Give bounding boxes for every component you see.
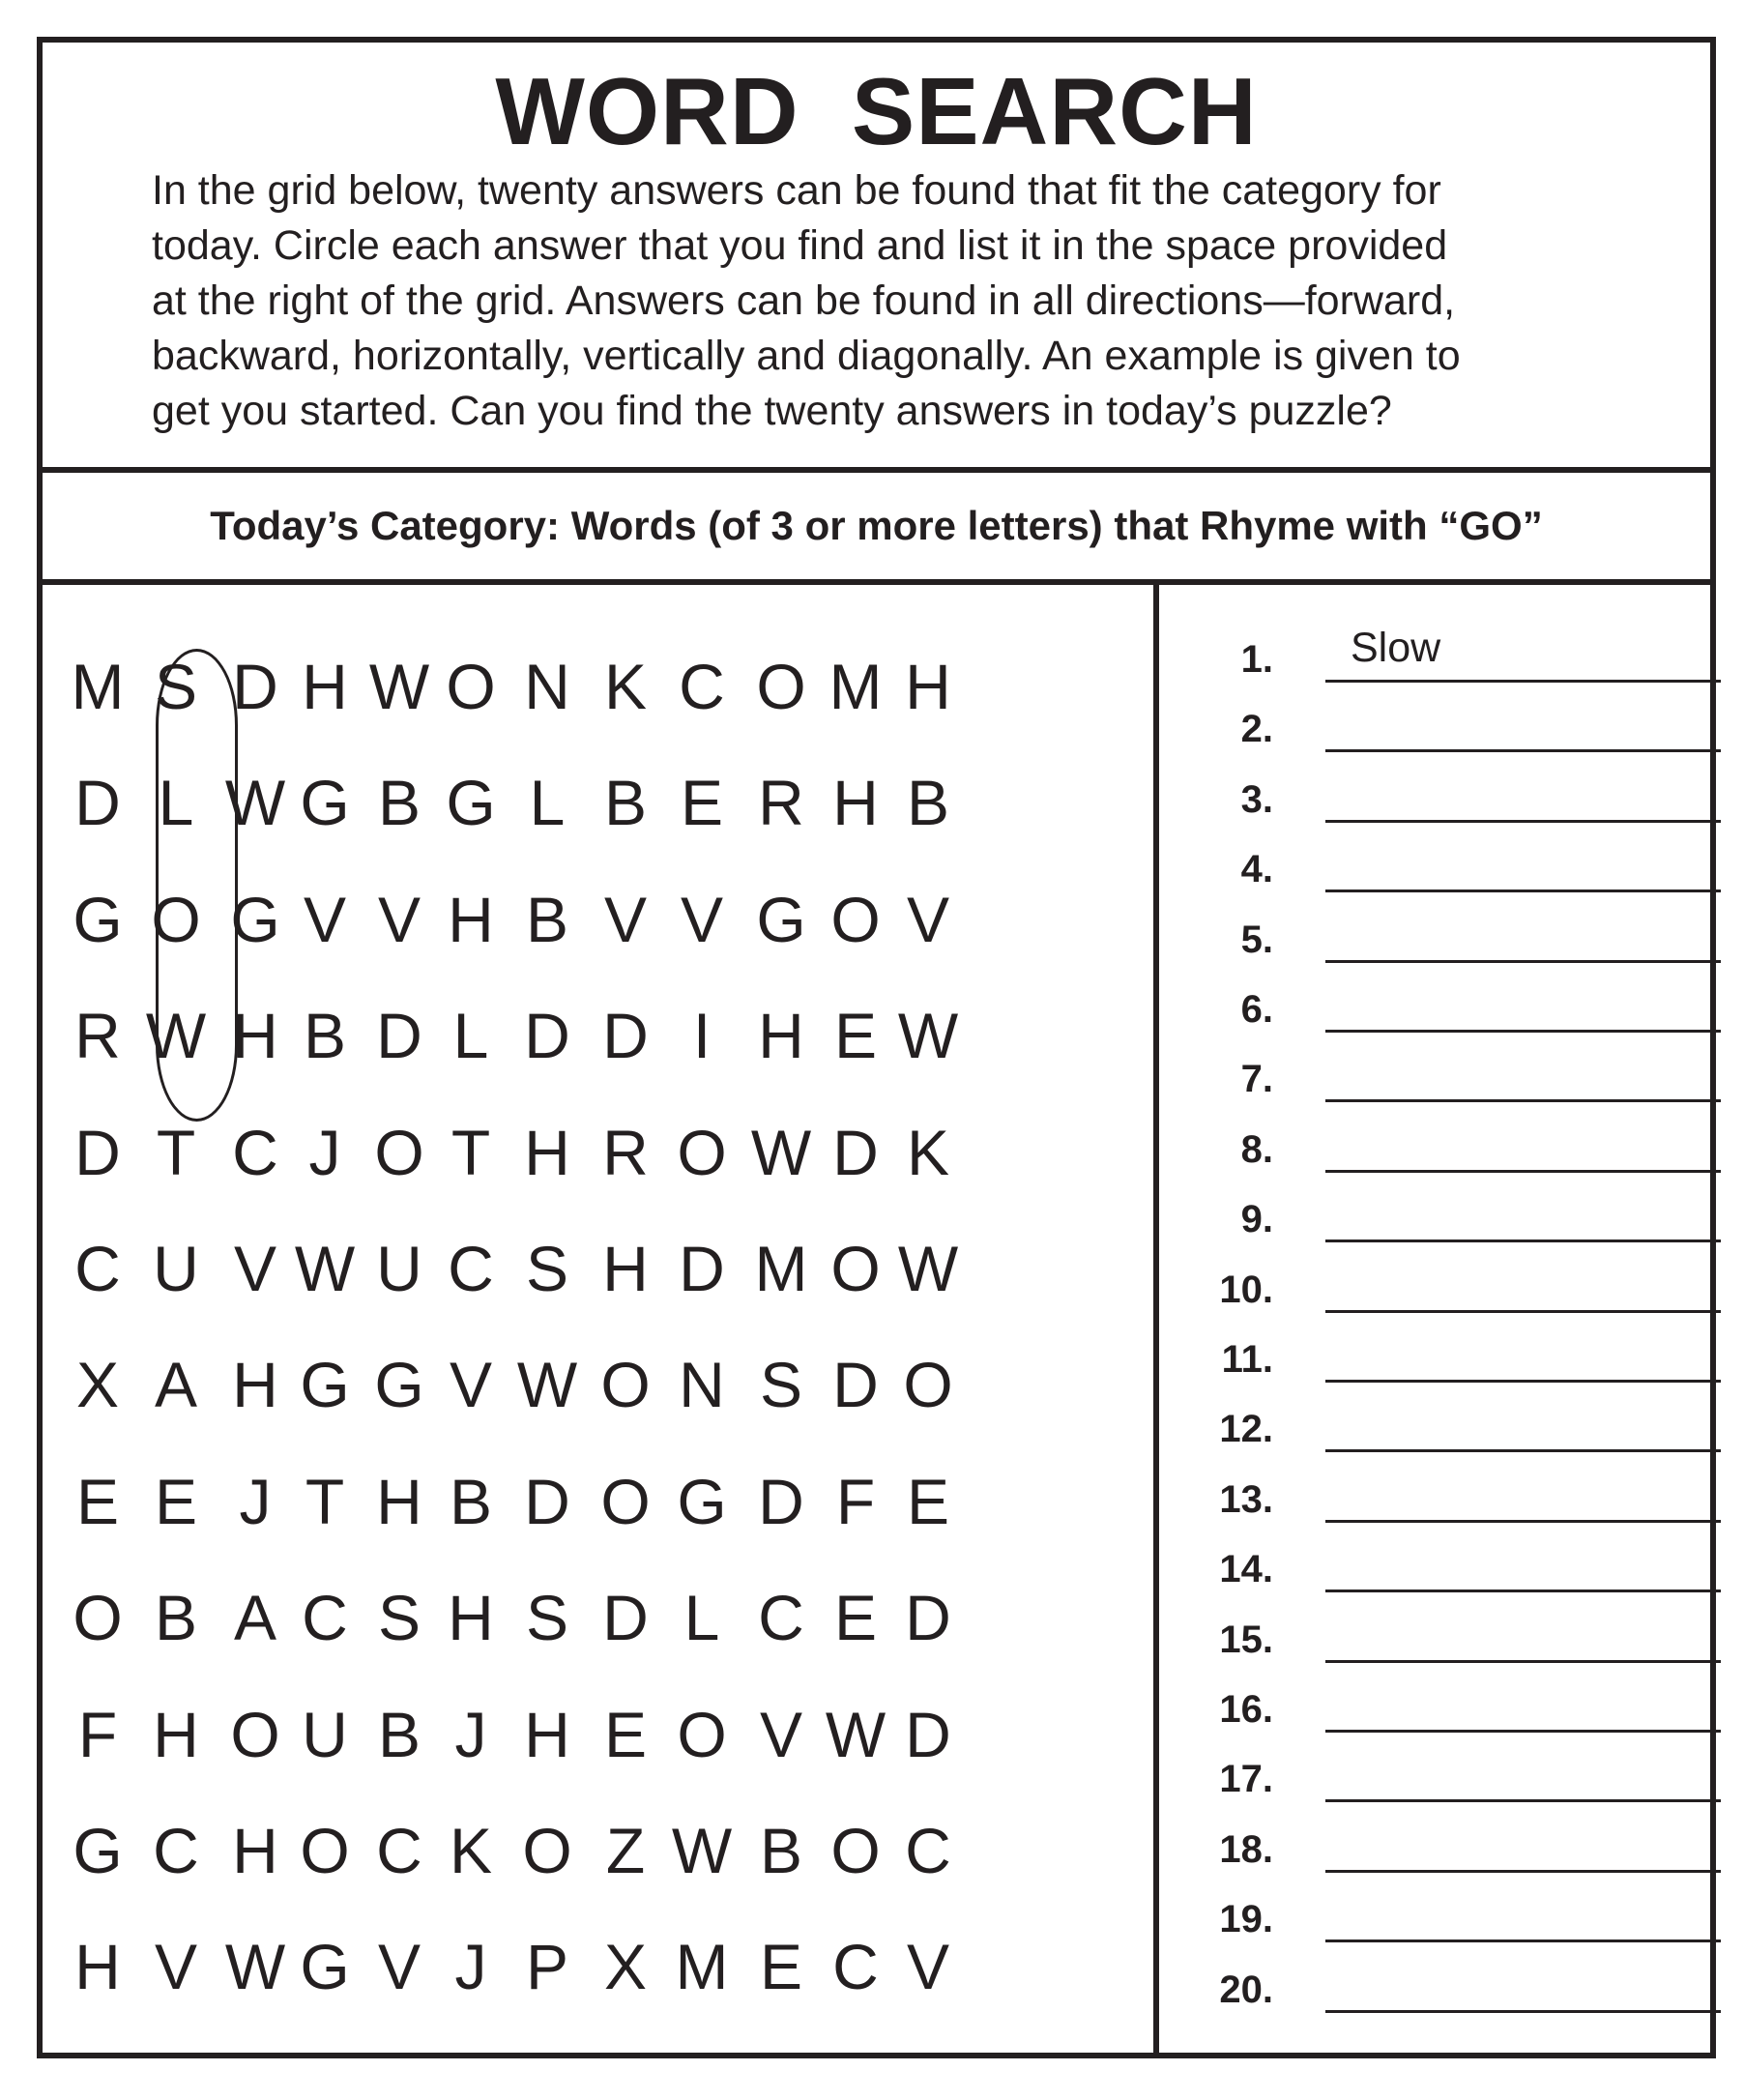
grid-letter[interactable]: G [300,1931,350,2003]
grid-letter[interactable]: O [830,883,881,955]
answer-row [1159,1884,1716,1952]
grid-letter[interactable]: D [74,1116,121,1188]
grid-letter[interactable]: W [294,1233,356,1304]
grid-letter[interactable]: B [449,1465,493,1537]
answer-blank-line[interactable] [1325,1240,1721,1242]
grid-letter[interactable]: K [603,651,648,722]
grid-letter[interactable]: V [303,883,347,955]
grid-letter[interactable]: D [74,767,121,839]
answer-number: 1. [1240,638,1273,681]
grid-letter[interactable]: E [906,1465,950,1537]
grid-letter[interactable]: W [145,1000,207,1072]
grid-letter[interactable]: W [671,1815,733,1886]
puzzle-frame [37,37,1716,2058]
grid-letter[interactable]: W [516,1349,578,1421]
grid-letter[interactable]: M [754,1233,808,1304]
grid-letter[interactable]: B [906,767,950,839]
grid-letter[interactable]: B [154,1582,198,1654]
letter-grid [43,585,1159,2058]
answer-number: 7. [1240,1058,1273,1101]
grid-letter[interactable]: J [454,1698,487,1770]
answer-number: 18. [1219,1827,1273,1871]
answer-blank-line[interactable] [1325,960,1721,963]
grid-letter[interactable]: G [374,1349,424,1421]
grid-letter[interactable]: U [153,1233,199,1304]
grid-letter[interactable]: G [446,767,496,839]
grid-letter[interactable]: D [758,1465,804,1537]
answer-row [1159,1044,1716,1112]
grid-letter[interactable]: V [680,883,724,955]
answer-blank-line[interactable] [1325,1449,1721,1452]
instructions-line: at the right of the grid. Answers can be found in all directions—forward, [152,277,1456,324]
grid-letter[interactable]: H [758,1000,804,1072]
grid-letter[interactable]: B [525,883,569,955]
answer-blank-line[interactable] [1325,890,1721,892]
grid-letter[interactable]: P [525,1931,569,2003]
answer-number: 16. [1219,1688,1273,1731]
grid-letter[interactable]: L [452,1000,489,1072]
grid-letter[interactable]: H [302,651,348,722]
grid-letter[interactable]: D [376,1000,422,1072]
grid-letter[interactable]: D [602,1582,649,1654]
grid-letter[interactable]: O [830,1233,881,1304]
grid-letter[interactable]: U [302,1698,348,1770]
grid-letter[interactable]: O [374,1116,424,1188]
grid-letter[interactable]: E [75,1465,120,1537]
grid-letter[interactable]: U [376,1233,422,1304]
grid-letter[interactable]: V [449,1349,493,1421]
answer-row [1159,1255,1716,1323]
grid-letter[interactable]: A [233,1582,277,1654]
grid-letter[interactable]: T [451,1116,491,1188]
grid-letter[interactable]: J [239,1465,272,1537]
answer-blank-line[interactable] [1325,1799,1721,1802]
grid-letter[interactable]: E [154,1465,198,1537]
grid-letter[interactable]: G [677,1465,727,1537]
answer-row [1159,1955,1716,2023]
grid-letter[interactable]: C [905,1815,951,1886]
grid-letter[interactable]: C [74,1233,121,1304]
answer-number: 12. [1219,1408,1273,1451]
answer-blank-line[interactable] [1325,749,1721,752]
grid-letter[interactable]: X [75,1349,120,1421]
grid-letter[interactable]: B [603,767,648,839]
answer-number: 3. [1240,777,1273,821]
grid-letter[interactable]: W [224,1931,286,2003]
grid-letter[interactable]: G [300,767,350,839]
grid-letter[interactable]: V [906,1931,950,2003]
grid-letter[interactable]: T [156,1116,196,1188]
grid-letter[interactable]: V [906,883,950,955]
answer-blank-line[interactable] [1325,1030,1721,1033]
grid-letter[interactable]: W [897,1000,959,1072]
grid-letter[interactable]: H [602,1233,649,1304]
grid-letter[interactable]: O [830,1815,881,1886]
answer-row [1159,1465,1716,1532]
grid-letter[interactable]: H [524,1698,570,1770]
grid-letter[interactable]: G [230,883,280,955]
answer-number: 9. [1240,1198,1273,1241]
grid-letter[interactable]: D [524,1465,570,1537]
grid-letter[interactable]: S [525,1233,569,1304]
grid-letter[interactable]: O [300,1815,350,1886]
grid-letter[interactable]: A [154,1349,198,1421]
grid-letter[interactable]: H [74,1931,121,2003]
grid-letter[interactable]: O [522,1815,572,1886]
answer-row [1159,1115,1716,1182]
instructions-line: In the grid below, twenty answers can be found that fit the category for [152,167,1441,214]
grid-letter[interactable]: D [232,651,278,722]
grid-letter[interactable]: V [233,1233,277,1304]
answer-number: 8. [1240,1127,1273,1171]
grid-letter[interactable]: W [224,767,286,839]
grid-letter[interactable]: I [692,1000,712,1072]
page-title: WORD SEARCH [495,58,1258,164]
grid-letter[interactable]: Z [605,1815,646,1886]
answer-number: 4. [1240,848,1273,891]
grid-letter[interactable]: H [905,651,951,722]
answer-list [1159,585,1716,2058]
grid-letter[interactable]: B [303,1000,347,1072]
grid-letter[interactable]: C [448,1233,494,1304]
grid-letter[interactable]: E [680,767,724,839]
instructions [152,163,1660,439]
grid-letter[interactable]: B [377,767,421,839]
grid-letter[interactable]: D [905,1698,951,1770]
answer-row [1159,694,1716,762]
grid-letter[interactable]: W [750,1116,812,1188]
answer-blank-line[interactable] [1325,1170,1721,1173]
grid-letter[interactable]: D [679,1233,725,1304]
answer-number: 17. [1219,1758,1273,1801]
grid-letter[interactable]: M [675,1931,729,2003]
grid-letter[interactable]: K [449,1815,493,1886]
answer-row [1159,905,1716,973]
answer-number: 13. [1219,1477,1273,1521]
grid-letter[interactable]: C [679,651,725,722]
grid-letter[interactable]: K [906,1116,950,1188]
grid-letter[interactable]: E [833,1000,878,1072]
grid-letter[interactable]: D [524,1000,570,1072]
grid-letter[interactable]: V [377,1931,421,2003]
grid-letter[interactable]: F [77,1698,118,1770]
answer-text: Slow [1351,625,1441,671]
grid-letter[interactable]: E [603,1698,648,1770]
grid-letter[interactable]: L [158,767,194,839]
grid-letter[interactable]: E [759,1931,803,2003]
grid-letter[interactable]: H [232,1349,278,1421]
answer-row [1159,1534,1716,1602]
grid-letter[interactable]: H [832,767,879,839]
grid-letter[interactable]: O [903,1349,953,1421]
answer-blank-line[interactable] [1325,1940,1721,1942]
grid-letter[interactable]: X [603,1931,648,2003]
grid-letter[interactable]: W [368,651,430,722]
grid-letter[interactable]: O [677,1116,727,1188]
answer-blank-line[interactable] [1325,2010,1721,2013]
answer-row [1159,834,1716,902]
grid-letter[interactable]: S [525,1582,569,1654]
grid-letter[interactable]: G [300,1349,350,1421]
answer-blank-line[interactable] [1325,1590,1721,1592]
category-label: Today’s Category: Words (of 3 or more letters) that Rhyme with “GO” [210,503,1543,548]
answer-row [1159,625,1716,692]
grid-letter[interactable]: F [835,1465,876,1537]
answer-number: 11. [1221,1338,1273,1381]
grid-letter[interactable]: R [758,767,804,839]
answer-blank-line[interactable] [1325,1520,1721,1523]
grid-letter[interactable]: L [683,1582,720,1654]
answer-row [1159,975,1716,1042]
instructions-line: backward, horizontally, vertically and diagonally. An example is given to [152,333,1461,379]
answer-number: 6. [1240,988,1273,1031]
answer-row [1159,1605,1716,1673]
grid-letter[interactable]: S [377,1582,421,1654]
grid-letter[interactable]: H [232,1815,278,1886]
answer-blank-line[interactable] [1325,1870,1721,1873]
answer-blank-line[interactable] [1325,820,1721,823]
answer-blank-line[interactable] [1325,1310,1721,1313]
grid-letter[interactable]: J [308,1116,341,1188]
grid-letter[interactable]: W [897,1233,959,1304]
answer-row [1159,1675,1716,1742]
answer-row [1159,1184,1716,1252]
instructions-line: today. Circle each answer that you find and list it in the space provided [152,222,1448,269]
grid-letter[interactable]: S [154,651,198,722]
grid-letter[interactable]: O [73,1582,123,1654]
grid-letter[interactable]: O [756,651,806,722]
header-section [43,43,1710,473]
grid-letter[interactable]: B [759,1815,803,1886]
grid-letter[interactable]: V [377,883,421,955]
answer-blank-line[interactable] [1325,1380,1721,1383]
grid-letter[interactable]: C [153,1815,199,1886]
grid-letter[interactable]: C [832,1931,879,2003]
grid-letter[interactable]: N [679,1349,725,1421]
grid-letter[interactable]: O [446,651,496,722]
instructions-line: get you started. Can you find the twenty answers in today’s puzzle? [152,388,1392,434]
answer-number: 2. [1240,708,1273,751]
grid-letter[interactable]: G [73,1815,123,1886]
answer-blank-line[interactable] [1325,1099,1721,1102]
answer-row [1159,1394,1716,1462]
grid-letter[interactable]: O [230,1698,280,1770]
answer-number: 20. [1219,1968,1273,2011]
answer-row [1159,765,1716,832]
grid-letter[interactable]: O [677,1698,727,1770]
grid-letter[interactable]: H [376,1465,422,1537]
grid-letter[interactable]: D [832,1349,879,1421]
answer-blank-line[interactable] [1325,680,1721,683]
answer-number: 15. [1219,1618,1273,1661]
grid-letter[interactable]: D [602,1000,649,1072]
grid-letter[interactable]: H [524,1116,570,1188]
grid-letter[interactable]: G [73,883,123,955]
grid-letter[interactable]: R [602,1116,649,1188]
grid-letter[interactable]: V [154,1931,198,2003]
answer-row [1159,1325,1716,1392]
grid-letter[interactable]: J [454,1931,487,2003]
answer-number: 5. [1240,918,1273,961]
category-bar [43,473,1710,585]
grid-letter[interactable]: O [151,883,201,955]
grid-letter[interactable]: C [376,1815,422,1886]
grid-letter[interactable]: V [603,883,648,955]
grid-letter[interactable]: T [305,1465,345,1537]
grid-letter[interactable]: C [758,1582,804,1654]
grid-letter[interactable]: S [759,1349,803,1421]
grid-letter[interactable]: D [832,1116,879,1188]
grid-letter[interactable]: G [756,883,806,955]
grid-letter[interactable]: C [232,1116,278,1188]
grid-letter[interactable]: W [825,1698,887,1770]
grid-letter[interactable]: E [833,1582,878,1654]
grid-letter[interactable]: L [529,767,566,839]
grid-letter[interactable]: D [905,1582,951,1654]
grid-letter[interactable]: H [448,1582,494,1654]
answer-number: 19. [1219,1898,1273,1941]
answer-row [1159,1815,1716,1882]
grid-letter[interactable]: R [74,1000,121,1072]
grid-letter[interactable]: H [153,1698,199,1770]
grid-letter[interactable]: M [71,651,125,722]
grid-letter[interactable]: H [448,883,494,955]
grid-letter[interactable]: O [600,1465,651,1537]
answer-blank-line[interactable] [1325,1730,1721,1733]
grid-letter[interactable]: V [759,1698,803,1770]
grid-letter[interactable]: N [524,651,570,722]
grid-letter[interactable]: O [600,1349,651,1421]
answer-number: 14. [1219,1548,1273,1591]
answer-row [1159,1744,1716,1812]
grid-letter[interactable]: H [232,1000,278,1072]
answer-blank-line[interactable] [1325,1660,1721,1663]
grid-letter[interactable]: B [377,1698,421,1770]
grid-letter[interactable]: C [302,1582,348,1654]
grid-letter[interactable]: M [828,651,883,722]
answer-number: 10. [1219,1268,1273,1311]
